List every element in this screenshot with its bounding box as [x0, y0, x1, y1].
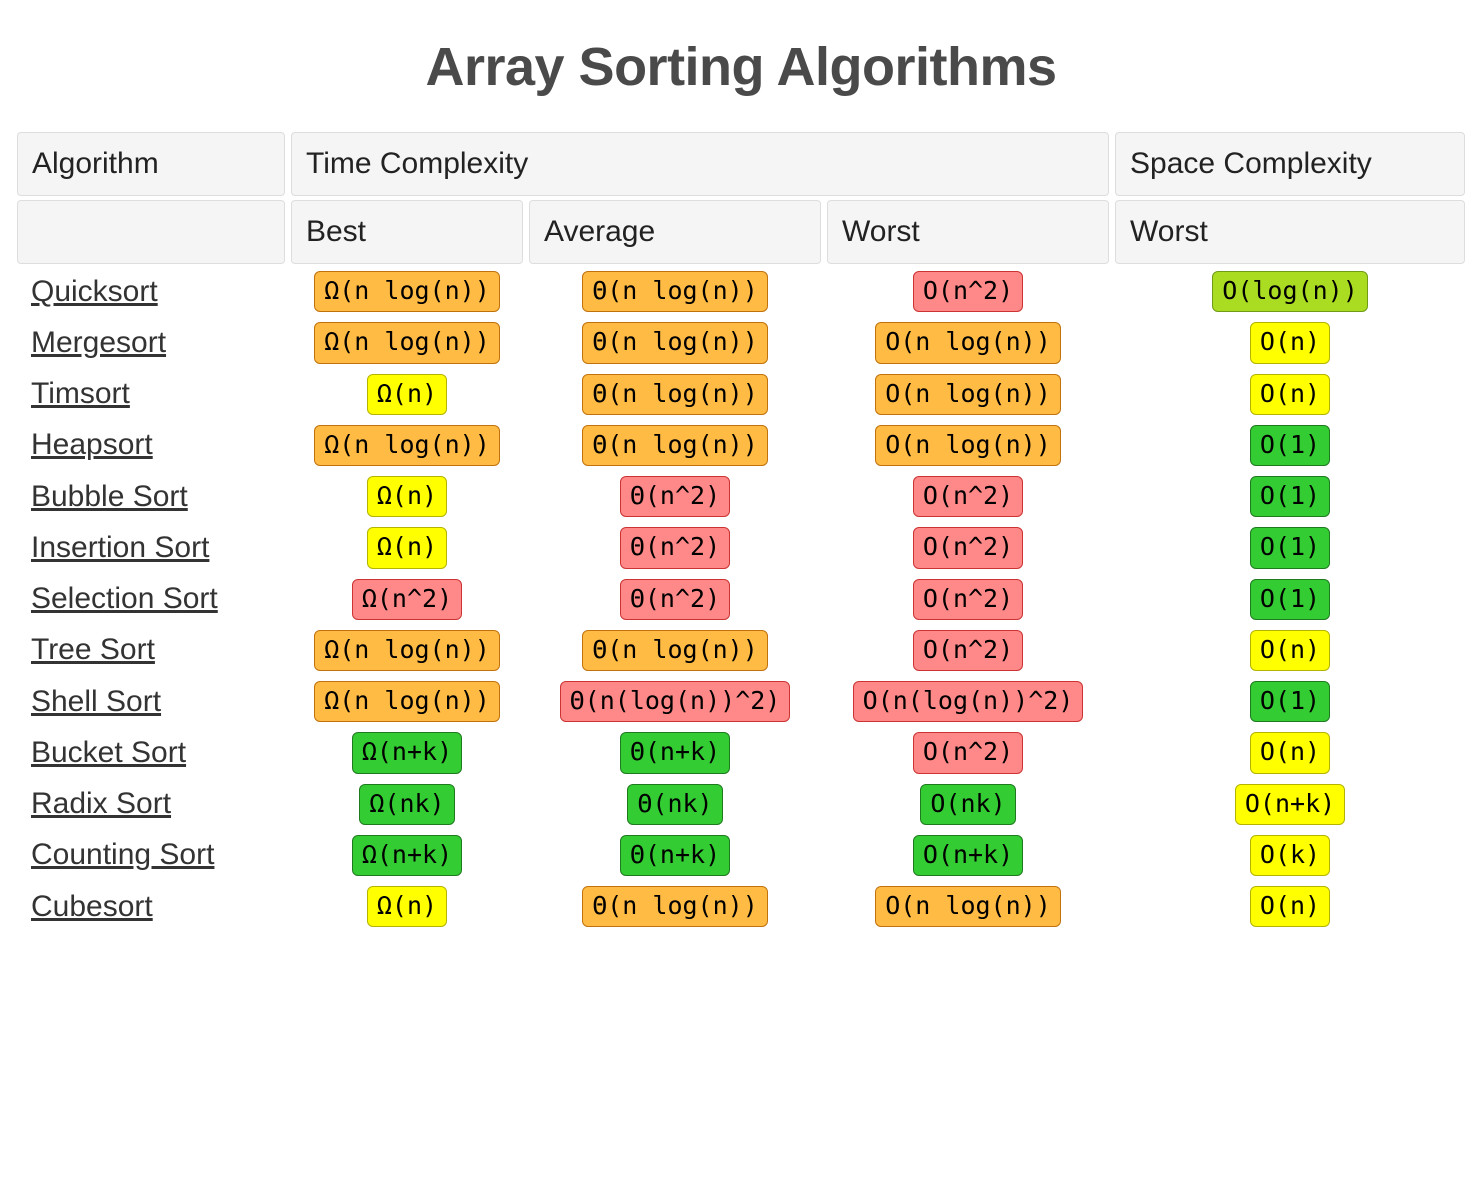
complexity-badge: Ω(n) — [367, 527, 447, 568]
complexity-badge: Θ(n^2) — [620, 527, 730, 568]
algorithm-link[interactable]: Heapsort — [30, 428, 153, 462]
complexity-badge: Ω(n log(n)) — [314, 425, 500, 466]
table-row — [17, 883, 1465, 930]
algorithm-link[interactable]: Mergesort — [30, 325, 167, 359]
group-header-row — [17, 132, 1465, 196]
table-row — [17, 729, 1465, 776]
complexity-badge: O(n) — [1250, 630, 1330, 671]
complexity-badge: O(n) — [1250, 322, 1330, 363]
table-row — [17, 473, 1465, 520]
complexity-badge: Θ(n(log(n))^2) — [560, 681, 791, 722]
space-complexity-cell — [1115, 268, 1465, 315]
worst-complexity-cell — [827, 576, 1109, 623]
average-complexity-cell — [529, 883, 821, 930]
algorithm-name-cell — [17, 371, 285, 418]
space-complexity-cell — [1115, 883, 1465, 930]
page-root — [0, 36, 1482, 1192]
space-complexity-cell — [1115, 832, 1465, 879]
space-complexity-cell — [1115, 781, 1465, 828]
algorithm-link[interactable]: Bubble Sort — [30, 479, 188, 513]
best-complexity-cell — [291, 883, 523, 930]
complexity-badge: O(1) — [1250, 579, 1330, 620]
complexity-badge: O(1) — [1250, 476, 1330, 517]
complexity-badge: Ω(n) — [367, 886, 447, 927]
complexity-table — [11, 128, 1471, 934]
complexity-badge: O(n(log(n))^2) — [853, 681, 1084, 722]
space-complexity-cell — [1115, 319, 1465, 366]
best-complexity-cell — [291, 473, 523, 520]
space-complexity-cell — [1115, 729, 1465, 776]
worst-complexity-cell — [827, 627, 1109, 674]
worst-complexity-cell — [827, 832, 1109, 879]
algorithm-link[interactable]: Counting Sort — [30, 838, 215, 872]
header-algorithm: Algorithm — [17, 132, 285, 196]
complexity-badge: Θ(n log(n)) — [582, 425, 768, 466]
algorithm-link[interactable]: Tree Sort — [30, 633, 155, 667]
average-complexity-cell — [529, 678, 821, 725]
algorithm-name-cell — [17, 729, 285, 776]
average-complexity-cell — [529, 627, 821, 674]
average-complexity-cell — [529, 319, 821, 366]
subheader-average: Average — [529, 200, 821, 264]
best-complexity-cell — [291, 422, 523, 469]
complexity-badge: O(n log(n)) — [875, 425, 1061, 466]
algorithm-name-cell — [17, 319, 285, 366]
complexity-badge: O(n+k) — [913, 835, 1023, 876]
average-complexity-cell — [529, 268, 821, 315]
worst-complexity-cell — [827, 268, 1109, 315]
complexity-badge: Ω(n) — [367, 476, 447, 517]
table-row — [17, 576, 1465, 623]
subheader-best: Best — [291, 200, 523, 264]
algorithm-link[interactable]: Selection Sort — [30, 582, 218, 616]
table-row — [17, 422, 1465, 469]
page-title: Array Sorting Algorithms — [425, 37, 1057, 97]
algorithm-name-cell — [17, 678, 285, 725]
best-complexity-cell — [291, 268, 523, 315]
algorithm-name-cell — [17, 576, 285, 623]
space-complexity-cell — [1115, 371, 1465, 418]
complexity-badge: Ω(n+k) — [352, 732, 462, 773]
subheader-space-worst: Worst — [1115, 200, 1465, 264]
worst-complexity-cell — [827, 422, 1109, 469]
table-body — [17, 268, 1465, 930]
complexity-badge: O(n) — [1250, 374, 1330, 415]
complexity-badge: O(n+k) — [1235, 784, 1345, 825]
table-row — [17, 524, 1465, 571]
algorithm-name-cell — [17, 883, 285, 930]
space-complexity-cell — [1115, 422, 1465, 469]
complexity-badge: Ω(n+k) — [352, 835, 462, 876]
best-complexity-cell — [291, 781, 523, 828]
space-complexity-cell — [1115, 524, 1465, 571]
complexity-badge: Θ(n log(n)) — [582, 630, 768, 671]
best-complexity-cell — [291, 319, 523, 366]
table-row — [17, 781, 1465, 828]
table-row — [17, 678, 1465, 725]
complexity-badge: O(1) — [1250, 681, 1330, 722]
sub-header-row — [17, 200, 1465, 264]
complexity-badge: Θ(n log(n)) — [582, 271, 768, 312]
complexity-badge: O(n^2) — [913, 732, 1023, 773]
algorithm-name-cell — [17, 473, 285, 520]
complexity-badge: O(n log(n)) — [875, 322, 1061, 363]
worst-complexity-cell — [827, 473, 1109, 520]
algorithm-link[interactable]: Quicksort — [30, 274, 158, 308]
table-row — [17, 371, 1465, 418]
algorithm-name-cell — [17, 781, 285, 828]
algorithm-name-cell — [17, 268, 285, 315]
algorithm-link[interactable]: Cubesort — [30, 889, 153, 923]
complexity-badge: O(n) — [1250, 732, 1330, 773]
best-complexity-cell — [291, 371, 523, 418]
average-complexity-cell — [529, 473, 821, 520]
space-complexity-cell — [1115, 678, 1465, 725]
average-complexity-cell — [529, 576, 821, 623]
complexity-badge: O(n^2) — [913, 579, 1023, 620]
algorithm-link[interactable]: Timsort — [30, 377, 130, 411]
header-time-complexity: Time Complexity — [291, 132, 1109, 196]
average-complexity-cell — [529, 832, 821, 879]
algorithm-name-cell — [17, 524, 285, 571]
complexity-badge: O(n^2) — [913, 476, 1023, 517]
complexity-badge: O(k) — [1250, 835, 1330, 876]
best-complexity-cell — [291, 832, 523, 879]
table-row — [17, 832, 1465, 879]
complexity-badge: Ω(nk) — [359, 784, 454, 825]
algorithm-name-cell — [17, 832, 285, 879]
worst-complexity-cell — [827, 729, 1109, 776]
best-complexity-cell — [291, 524, 523, 571]
worst-complexity-cell — [827, 319, 1109, 366]
complexity-badge: O(n^2) — [913, 630, 1023, 671]
space-complexity-cell — [1115, 627, 1465, 674]
algorithm-link[interactable]: Radix Sort — [30, 787, 172, 821]
worst-complexity-cell — [827, 678, 1109, 725]
table-row — [17, 268, 1465, 315]
complexity-badge: O(nk) — [920, 784, 1015, 825]
complexity-badge: O(n) — [1250, 886, 1330, 927]
worst-complexity-cell — [827, 781, 1109, 828]
complexity-badge: O(1) — [1250, 527, 1330, 568]
average-complexity-cell — [529, 524, 821, 571]
complexity-badge: Θ(n log(n)) — [582, 322, 768, 363]
complexity-badge: Ω(n^2) — [352, 579, 462, 620]
complexity-badge: Θ(n^2) — [620, 579, 730, 620]
algorithm-link[interactable]: Bucket Sort — [30, 735, 187, 769]
complexity-badge: O(n log(n)) — [875, 886, 1061, 927]
worst-complexity-cell — [827, 524, 1109, 571]
best-complexity-cell — [291, 627, 523, 674]
average-complexity-cell — [529, 781, 821, 828]
complexity-badge: Θ(n log(n)) — [582, 374, 768, 415]
complexity-badge: O(n log(n)) — [875, 374, 1061, 415]
table-header — [17, 132, 1465, 264]
complexity-badge: Θ(n^2) — [620, 476, 730, 517]
complexity-badge: O(log(n)) — [1212, 271, 1367, 312]
worst-complexity-cell — [827, 371, 1109, 418]
complexity-badge: Ω(n log(n)) — [314, 630, 500, 671]
complexity-badge: Θ(n+k) — [620, 835, 730, 876]
algorithm-name-cell — [17, 422, 285, 469]
subheader-worst: Worst — [827, 200, 1109, 264]
complexity-badge: Ω(n log(n)) — [314, 681, 500, 722]
complexity-badge: Ω(n log(n)) — [314, 322, 500, 363]
table-row — [17, 627, 1465, 674]
best-complexity-cell — [291, 576, 523, 623]
average-complexity-cell — [529, 371, 821, 418]
worst-complexity-cell — [827, 883, 1109, 930]
algorithm-link[interactable]: Insertion Sort — [30, 530, 210, 564]
average-complexity-cell — [529, 422, 821, 469]
space-complexity-cell — [1115, 576, 1465, 623]
complexity-badge: O(n^2) — [913, 527, 1023, 568]
complexity-badge: Ω(n log(n)) — [314, 271, 500, 312]
best-complexity-cell — [291, 729, 523, 776]
complexity-badge: Θ(n+k) — [620, 732, 730, 773]
complexity-badge: Θ(nk) — [627, 784, 722, 825]
best-complexity-cell — [291, 678, 523, 725]
table-row — [17, 319, 1465, 366]
header-space-complexity: Space Complexity — [1115, 132, 1465, 196]
complexity-badge: Ω(n) — [367, 374, 447, 415]
complexity-badge: Θ(n log(n)) — [582, 886, 768, 927]
subheader-algorithm-blank — [17, 200, 285, 264]
algorithm-link[interactable]: Shell Sort — [30, 684, 162, 718]
algorithm-name-cell — [17, 627, 285, 674]
complexity-badge: O(n^2) — [913, 271, 1023, 312]
space-complexity-cell — [1115, 473, 1465, 520]
average-complexity-cell — [529, 729, 821, 776]
complexity-badge: O(1) — [1250, 425, 1330, 466]
